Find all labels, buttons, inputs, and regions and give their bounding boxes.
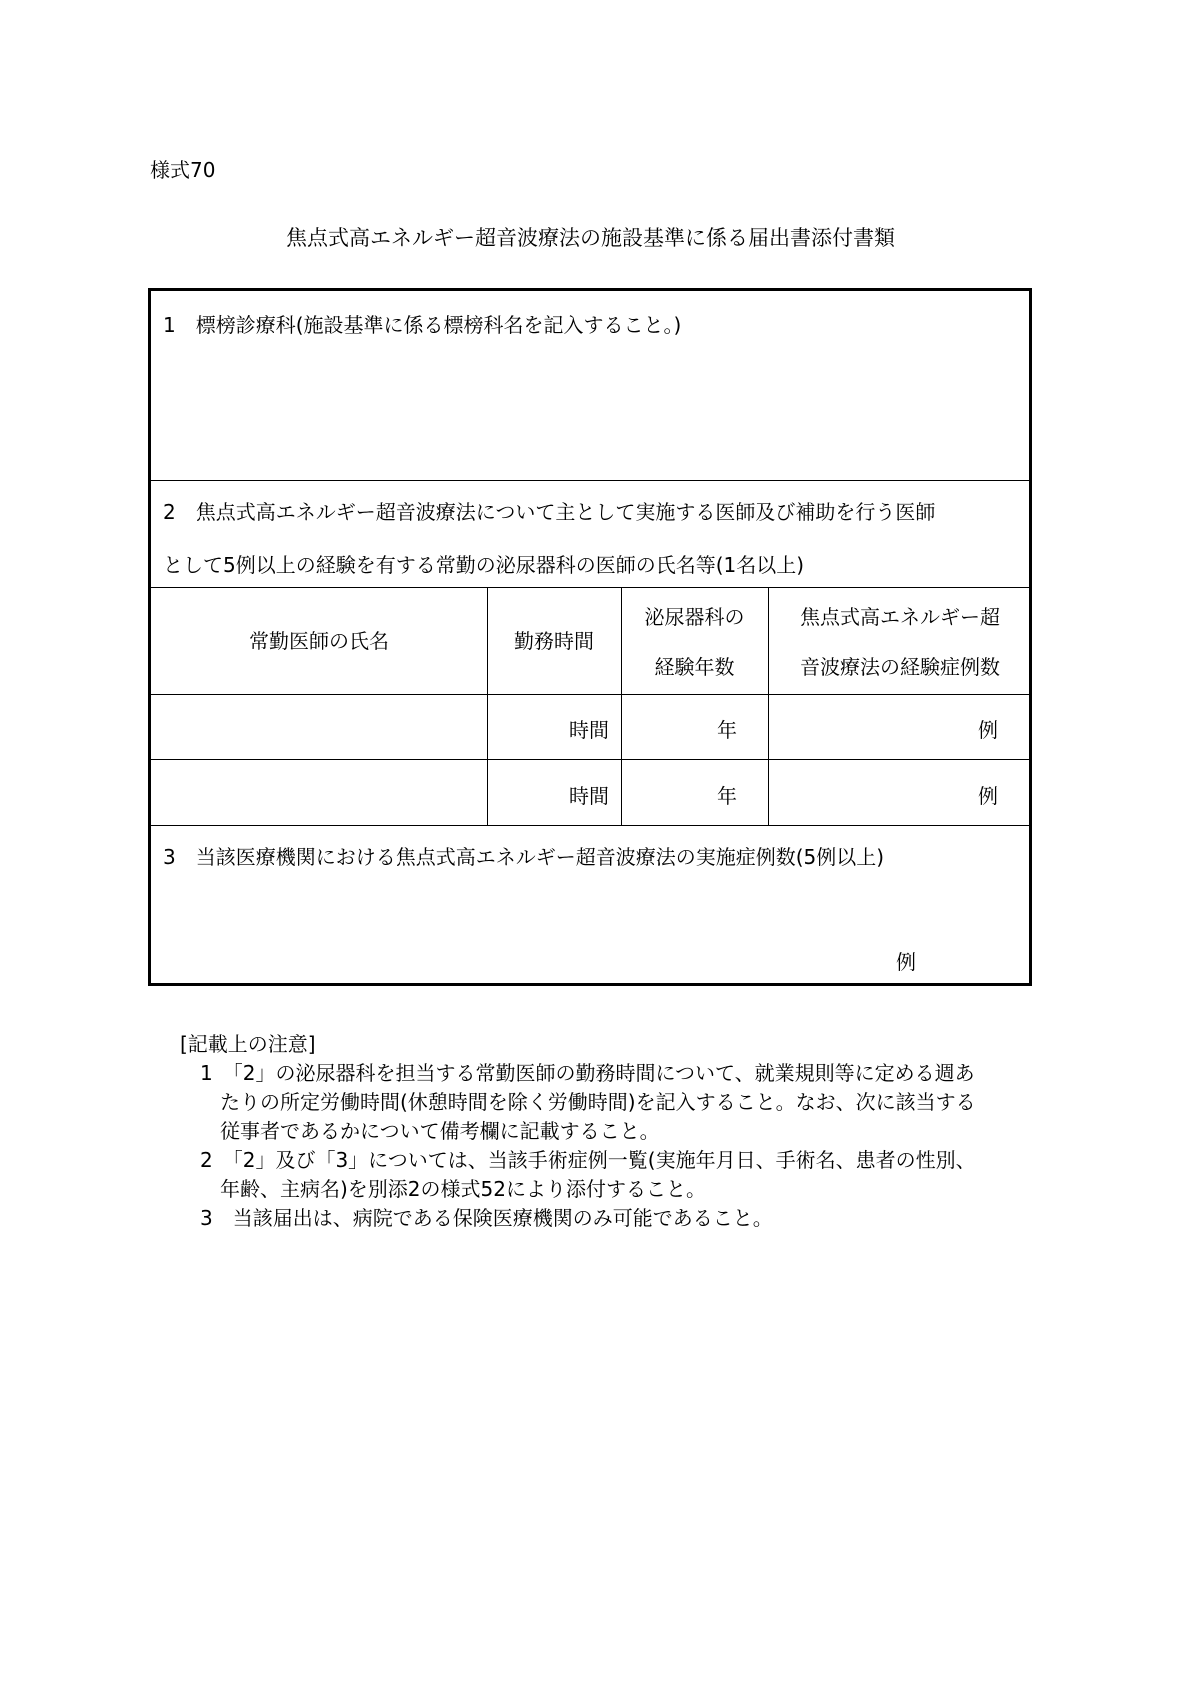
- form-table: [148, 288, 1032, 986]
- header-years: 泌尿器科の: [644, 605, 745, 629]
- section1-label: 1 標榜診療科(施設基準に係る標榜科名を記入すること。): [163, 313, 682, 337]
- notes-heading: [記載上の注意]: [180, 1032, 316, 1056]
- divider: [151, 480, 1029, 481]
- note-line: 従事者であるかについて備考欄に記載すること。: [180, 1119, 660, 1143]
- row2-cases-unit: 例: [978, 784, 998, 808]
- header-years: 経験年数: [654, 655, 735, 679]
- divider: [151, 694, 1029, 695]
- row1-cases-unit: 例: [978, 718, 998, 742]
- note-line: たりの所定労働時間(休憩時間を除く労働時間)を記入すること。なお、次に該当する: [180, 1090, 976, 1114]
- header-name: 常勤医師の氏名: [249, 629, 389, 653]
- divider: [151, 759, 1029, 760]
- document-title: 焦点式高エネルギー超音波療法の施設基準に係る届出書添付書類: [286, 226, 895, 250]
- divider: [151, 825, 1029, 826]
- form-number: 様式70: [150, 158, 216, 182]
- section3-unit: 例: [896, 950, 916, 974]
- divider: [151, 587, 1029, 588]
- row1-hours-unit: 時間: [569, 718, 609, 742]
- note-line: 2 「2」及び「3」については、当該手術症例一覧(実施年月日、手術名、患者の性別、: [180, 1148, 976, 1172]
- header-hours: 勤務時間: [514, 629, 594, 653]
- section2-line2: として5例以上の経験を有する常勤の泌尿器科の医師の氏名等(1名以上): [163, 553, 805, 577]
- note-line: 年齢、主病名)を別添2の様式52により添付すること。: [180, 1177, 706, 1201]
- header-cases: 焦点式高エネルギー超: [800, 605, 1000, 629]
- note-line: 1 「2」の泌尿器科を担当する常勤医師の勤務時間について、就業規則等に定める週あ: [180, 1061, 975, 1085]
- row1-years-unit: 年: [717, 718, 737, 742]
- note-line: 3 当該届出は、病院である保険医療機関のみ可能であること。: [180, 1206, 773, 1230]
- header-cases: 音波療法の経験症例数: [800, 655, 1000, 679]
- notes: [180, 1030, 976, 1233]
- row2-hours-unit: 時間: [569, 784, 609, 808]
- section2-line1: 2 焦点式高エネルギー超音波療法について主として実施する医師及び補助を行う医師: [163, 500, 936, 524]
- row2-years-unit: 年: [717, 784, 737, 808]
- section3-label: 3 当該医療機関における焦点式高エネルギー超音波療法の実施症例数(5例以上): [163, 845, 885, 869]
